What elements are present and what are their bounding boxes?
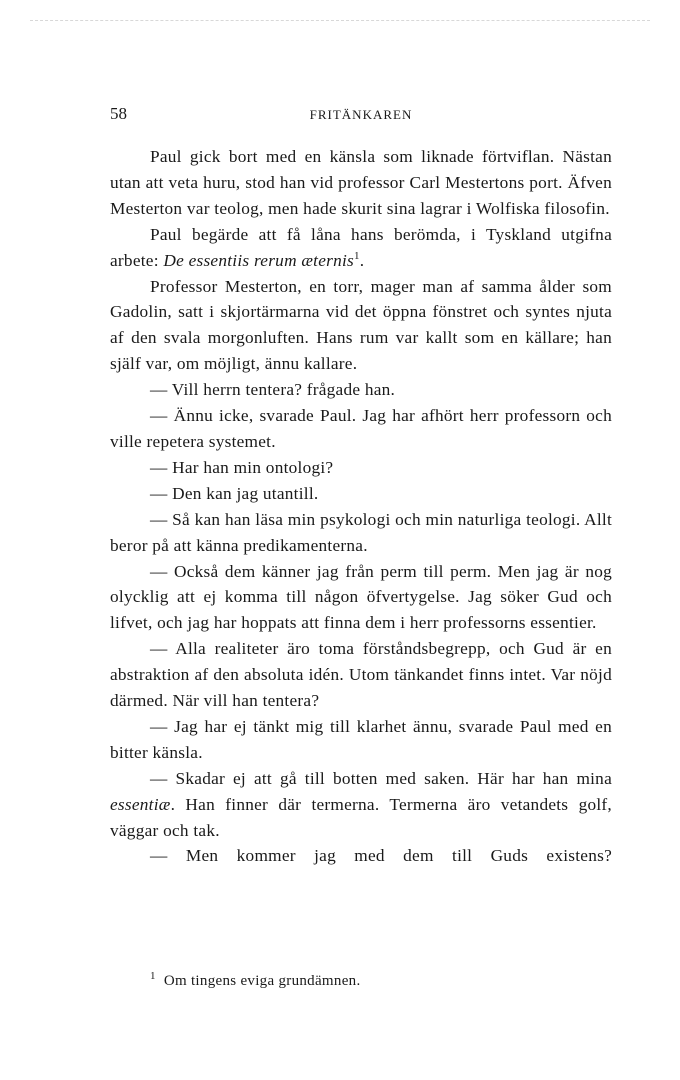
paragraph <box>110 403 612 455</box>
paragraph <box>110 222 612 274</box>
paragraph-text: — Så kan han läsa min psykologi och min naturliga teologi. Allt beror på att känna predikamenterna. <box>110 509 612 555</box>
paragraph-text: — Skadar ej att gå till botten med saken. Här har han mina <box>150 768 612 788</box>
footnote-reference: 1 <box>354 249 360 262</box>
paragraph-text: Paul begärde att få låna hans berömda, i Tyskland utgifna arbete: <box>110 224 612 270</box>
paragraph-text: — Vill herrn tentera? frågade han. <box>150 380 396 400</box>
body-text <box>110 144 612 869</box>
paragraph-text: — Ännu icke, svarade Paul. Jag har afhört herr professorn och ville repetera systemet. <box>110 406 612 451</box>
paragraph <box>110 843 612 869</box>
paragraph-text: . Han finner där termerna. Termerna äro vetandets golf, väggar och tak. <box>110 794 612 840</box>
paragraph <box>110 714 612 766</box>
running-title: FRITÄNKAREN <box>309 107 413 122</box>
paragraph-text: — Alla realiteter äro toma förståndsbegrepp, och Gud är en abstraktion af den absoluta idén. Utom tänkandet finns intet. Var nöjd därmed. När vill han tentera? <box>110 639 612 711</box>
scan-artifact-line <box>30 20 650 21</box>
paragraph <box>110 559 612 637</box>
paragraph-text: Professor Mesterton, en torr, mager man af samma ålder som Gadolin, satt i skjortärmarna vid det öppna fönstret och syntes njuta af den svala morgonluften. Hans rum var kallt som en källare; han själf var, om möjligt, ännu kallare. <box>110 276 612 374</box>
footnote-marker: 1 <box>150 970 156 982</box>
paragraph-text: — Men kommer jag med dem till Guds existens? <box>150 846 612 866</box>
paragraph <box>110 636 612 714</box>
paragraph <box>110 766 612 844</box>
paragraph <box>110 377 612 403</box>
page-number: 58 <box>110 104 127 123</box>
footnote <box>150 970 361 990</box>
paragraph <box>110 274 612 378</box>
footnote-text: Om tingens eviga grundämnen. <box>163 973 361 989</box>
paragraph <box>110 455 612 481</box>
paragraph-text: — Har han min ontologi? <box>150 457 334 477</box>
paragraph <box>110 507 612 559</box>
page-header <box>110 104 612 128</box>
paragraph <box>110 481 612 507</box>
paragraph <box>110 144 612 222</box>
italic-text: essentiæ <box>110 794 171 814</box>
paragraph-text: . <box>359 250 365 270</box>
paragraph-text: — Också dem känner jag från perm till perm. Men jag är nog olycklig att ej komma till någon öfvertygelse. Jag söker Gud och lifvet, och jag har hoppats att finna dem i herr professorns essentier. <box>110 561 612 633</box>
paragraph-text: Paul gick bort med en känsla som liknade förtviflan. Nästan utan att veta huru, stod han vid professor Carl Mestertons port. Äfven Mesterton var teolog, men hade skurit sina lagrar i Wolfiska filosofin. <box>110 147 612 218</box>
paragraph-text: — Jag har ej tänkt mig till klarhet ännu, svarade Paul med en bitter känsla. <box>110 716 612 762</box>
paragraph-text: — Den kan jag utantill. <box>150 483 319 503</box>
italic-text: De essentiis rerum æternis <box>163 250 355 270</box>
